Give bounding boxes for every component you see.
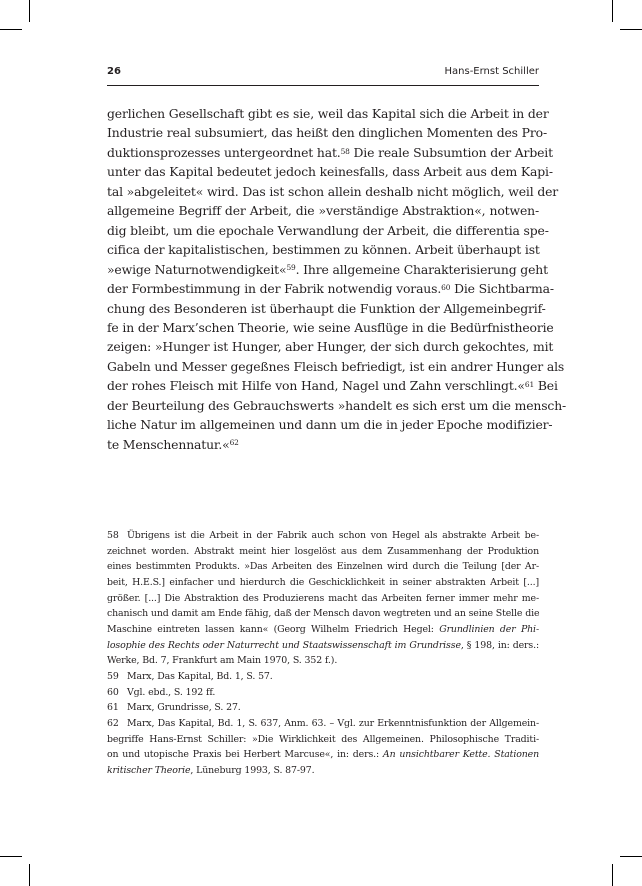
crop-mark-bottom-left-horizontal	[0, 856, 22, 857]
footnote-line	[107, 622, 539, 638]
footnote-line	[107, 747, 539, 763]
footnote-number: 58	[107, 530, 119, 541]
body-text-segment: Bei	[534, 378, 558, 394]
footnote-line: Werke, Bd. 7, Frankfurt am Main 1970, S. 352 f.).	[107, 655, 338, 667]
running-header	[107, 63, 539, 79]
footnote-number: 59	[107, 670, 119, 682]
running-title: Hans-Ernst Schiller	[444, 66, 539, 77]
body-line: zeigen: »Hunger ist Hunger, aber Hunger, der sich durch gekochtes, mit	[107, 339, 554, 355]
crop-mark-bottom-right-horizontal	[620, 856, 642, 857]
body-line	[107, 279, 554, 298]
footnote-line: chanisch und damit am Ende fähig, daß der Mensch davon wegtreten und an seine Stelle die	[107, 608, 540, 620]
body-line: liche Natur im allgemeinen und dann um die in jeder Epoche modifizier-	[107, 417, 553, 433]
footnote-number: 62	[107, 717, 119, 729]
footnote-text: , Lüneburg 1993, S. 87-97.	[190, 764, 315, 776]
body-line	[107, 143, 553, 162]
footnote-text: Maschine eintreten lassen kann« (Georg Wilhelm Friedrich Hegel:	[107, 623, 440, 635]
footnote-61	[107, 700, 539, 716]
footnotes	[107, 528, 539, 779]
footnote-line	[107, 716, 539, 732]
body-line: Gabeln und Messer gegeßnes Fleisch befriedigt, ist ein andrer Hunger als	[107, 358, 565, 374]
footnote-line: begriffe Hans-Ernst Schiller: »Die Wirklichkeit des Allgemeinen. Philosophische Traditi-	[107, 733, 539, 745]
footnote-ref: 62	[229, 438, 239, 448]
footnote-line	[107, 638, 539, 654]
footnote-line: beit, H.E.S.] einfacher und hierdurch die Geschicklichkeit in seiner abstrakten Arbeit [...]	[107, 576, 539, 588]
footnote-line: zeichnet worden. Abstrakt meint hier losgelöst aus dem Zusammenhang der Produktion	[107, 545, 539, 557]
book-title: kritischer Theorie	[107, 764, 191, 776]
footnote-text: Übrigens ist die Arbeit in der Fabrik auch schon von Hegel als abstrakte Arbeit be-	[127, 530, 539, 541]
footnote-line: größer. [...] Die Abstraktion des Produzierens macht das Arbeiten ferner immer mehr me-	[107, 592, 539, 604]
footnote-text: , § 198, in: ders.:	[460, 639, 540, 651]
body-line: allgemeine Begriff der Arbeit, die »verständige Abstraktion«, notwen-	[107, 203, 539, 219]
body-text-segment: Die Sichtbarma-	[450, 281, 554, 297]
body-text-segment: der rohes Fleisch mit Hilfe von Hand, Nagel und Zahn verschlingt.«	[107, 378, 525, 394]
body-line: gerlichen Gesellschaft gibt es sie, weil das Kapital sich die Arbeit in der	[107, 106, 549, 121]
footnote-text: Marx, Das Kapital, Bd. 1, S. 57.	[127, 670, 273, 682]
footnote-line	[107, 763, 539, 779]
book-title: Grundlinien der Phi-	[439, 623, 539, 635]
body-text-segment: »ewige Naturnotwendigkeit«	[107, 261, 287, 277]
body-line: fe in der Marx’schen Theorie, wie seine Ausflüge in die Bedürfnistheorie	[107, 319, 554, 335]
body-line	[107, 376, 558, 395]
footnote-62	[107, 716, 539, 779]
crop-mark-bottom-right-vertical	[612, 864, 613, 886]
footnote-ref: 60	[441, 282, 451, 292]
crop-mark-bottom-left-vertical	[29, 864, 30, 886]
body-text-segment: duktionsprozesses untergeordnet hat.	[107, 144, 341, 160]
body-text-segment: Die reale Subsumtion der Arbeit	[349, 144, 553, 160]
crop-mark-top-right-vertical	[612, 0, 613, 22]
body-line	[107, 435, 539, 454]
footnote-number: 61	[107, 702, 119, 714]
body-line: tal »abgeleitet« wird. Das ist schon allein deshalb nicht möglich, weil der	[107, 183, 559, 199]
body-text-segment: . Ihre allgemeine Charakterisierung geht	[295, 261, 548, 277]
footnote-ref: 58	[340, 146, 350, 156]
footnote-number: 60	[107, 686, 119, 698]
footnote-60	[107, 685, 539, 701]
body-line: der Beurteilung des Gebrauchswerts »handelt es sich erst um die mensch-	[107, 397, 567, 413]
footnote-59	[107, 669, 539, 685]
footnote-text: on und utopische Praxis bei Herbert Marcuse«, in: ders.:	[107, 749, 383, 761]
footnote-text: Marx, Das Kapital, Bd. 1, S. 637, Anm. 63. – Vgl. zur Erkenntnisfunktion der Allgemein-	[127, 717, 539, 729]
body-line: unter das Kapital bedeutet jedoch keinesfalls, dass Arbeit aus dem Kapi-	[107, 164, 553, 180]
crop-mark-top-left-horizontal	[0, 29, 22, 30]
book-title: losophie des Rechts oder Naturrecht und Staatswissenschaft im Grundrisse	[107, 639, 461, 651]
body-text	[107, 104, 567, 454]
footnote-58	[107, 528, 539, 669]
crop-mark-top-left-vertical	[29, 0, 30, 22]
body-text-segment: te Menschennatur.«	[107, 436, 230, 452]
body-text-segment: der Formbestimmung in der Fabrik notwendig voraus.	[107, 281, 442, 297]
footnote-ref: 59	[286, 263, 296, 273]
book-title: An unsichtbarer Kette. Stationen	[382, 749, 539, 761]
page-number: 26	[107, 66, 121, 77]
footnote-text: Marx, Grundrisse, S. 27.	[127, 702, 241, 714]
body-line: chung des Besonderen ist überhaupt die Funktion der Allgemeinbegrif-	[107, 300, 546, 316]
body-line: dig bleibt, um die epochale Verwandlung der Arbeit, die differentia spe-	[107, 222, 549, 238]
footnote-text: Vgl. ebd., S. 192 ff.	[127, 686, 216, 698]
body-line: cifica der kapitalistischen, bestimmen zu können. Arbeit überhaupt ist	[107, 242, 540, 258]
crop-mark-top-right-horizontal	[620, 29, 642, 30]
footnote-line	[107, 528, 539, 544]
header-rule	[107, 85, 539, 86]
footnote-ref: 61	[524, 380, 535, 389]
body-line	[107, 260, 548, 279]
footnote-line: eines bestimmten Produkts. »Das Arbeiten des Einzelnen wird durch die Teilung [der Ar-	[107, 561, 539, 573]
body-line: Industrie real subsumiert, das heißt den dinglichen Momenten des Pro-	[107, 125, 547, 141]
